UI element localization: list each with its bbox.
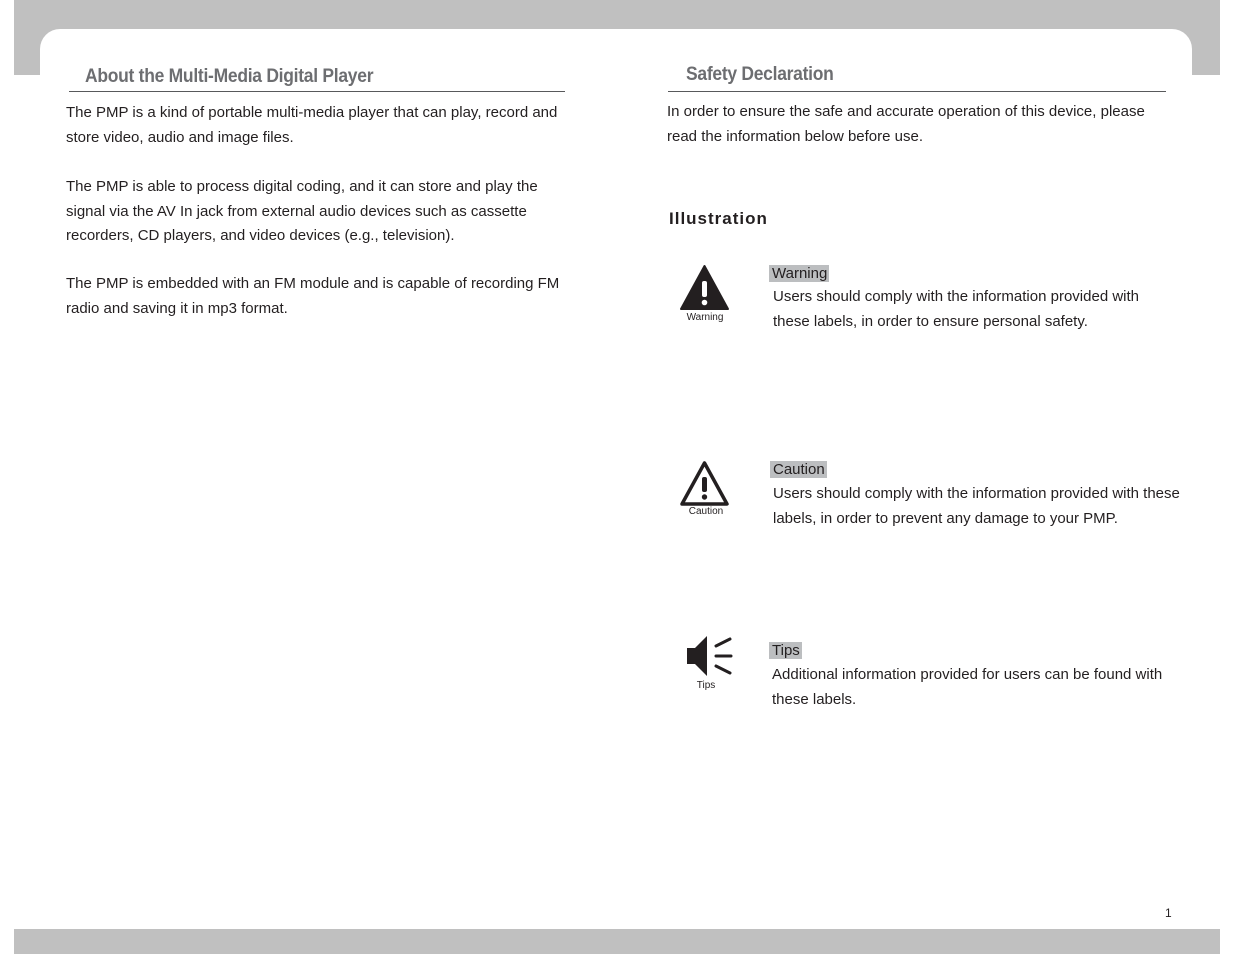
warning-icon-caption: Warning	[686, 312, 724, 323]
caution-label: Caution	[770, 461, 827, 478]
speaker-icon	[685, 634, 733, 678]
left-page-heading: About the Multi-Media Digital Player	[85, 66, 374, 87]
left-paragraph-3: The PMP is embedded with an FM module and is capable of recording FM radio and saving it in mp3 format.	[66, 275, 560, 317]
page-sheet	[40, 29, 1192, 929]
right-heading-rule	[668, 91, 1166, 92]
caution-description: Users should comply with the information provided with these labels, in order to prevent any damage to your PMP.	[773, 485, 1180, 527]
tips-description: Additional information provided for users can be found with these labels.	[772, 666, 1163, 708]
tips-icon-caption: Tips	[696, 680, 716, 691]
warning-description: Users should comply with the information provided with these labels, in order to ensure personal safety.	[773, 288, 1139, 330]
right-page-heading: Safety Declaration	[686, 64, 834, 85]
left-paragraph-2: The PMP is able to process digital coding, and it can store and play the signal via the AV In jack from external audio devices such as cassette recorders, CD players, and video devices (e.g., television).	[66, 178, 538, 244]
illustration-heading: Illustration	[669, 209, 768, 228]
caution-outline-triangle-icon	[679, 460, 730, 507]
page-number: 1	[1165, 906, 1172, 920]
caution-icon-caption: Caution	[688, 506, 724, 517]
warning-label: Warning	[769, 265, 829, 282]
left-heading-rule	[69, 91, 565, 92]
warning-filled-triangle-icon	[679, 264, 730, 311]
safety-intro-paragraph: In order to ensure the safe and accurate operation of this device, please read the information below before use.	[667, 103, 1145, 145]
left-paragraph-1: The PMP is a kind of portable multi-media player that can play, record and store video, audio and image files.	[66, 104, 558, 146]
tips-label: Tips	[769, 642, 802, 659]
bottom-frame-bar	[14, 929, 1220, 954]
